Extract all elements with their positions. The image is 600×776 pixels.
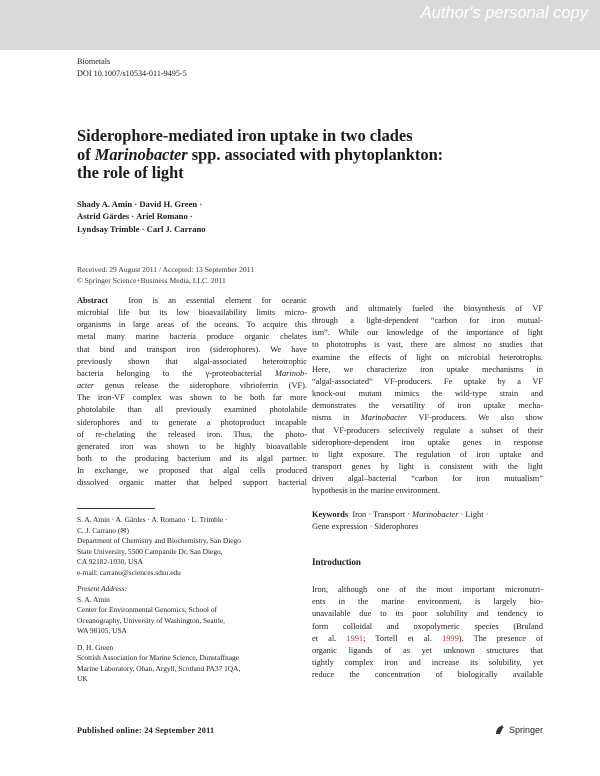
intro-line: Iron, although one of the most important micronutri- (312, 585, 543, 594)
title-line: of Marinobacter spp. associated with phytoplankton: (77, 144, 444, 164)
abstract-line: transport genes by light is consistent with the light (312, 462, 543, 472)
abstract-line: photolabile than all previously examined photolabile (77, 405, 307, 415)
introduction-text (312, 584, 543, 682)
affiliation-line: Marine Laboratory, Oban, Argyll, Scotland PA37 1QA, (77, 663, 241, 673)
abstract-line: Here, we characterize iron uptake mechanisms in (312, 364, 543, 374)
abstract-line: driven algal–bacterial “carbon for iron mutualism” (312, 474, 543, 484)
abstract-line: metal many marine bacteria produce organic chelates (77, 332, 307, 342)
springer-logo (494, 722, 554, 738)
abstract-line: acter genus release the siderophore vibrioferrin (VF). (77, 381, 307, 391)
abstract-line: of re-chelating the released iron. Thus, the photo- (77, 429, 307, 439)
abstract-line: growth and ultimately fueled the biosynthesis of VF (312, 304, 543, 313)
abstract-line: The iron-VF complex was shown to be both far more (77, 393, 307, 403)
intro-line: form colloidal and oxopolymeric species (Bruland (312, 621, 543, 631)
intro-line: tightly complex iron and increase its solubility, yet (312, 658, 543, 668)
abstract-line: generated iron was shown to be highly bioavailable (77, 441, 307, 451)
abstract-line: examine the effects of light on microbial heterotrophs. (312, 352, 543, 362)
abstract-line: both to the producing bacterium and its algal partner. (77, 454, 307, 464)
title-line: the role of light (77, 163, 184, 182)
publication-dates (77, 264, 377, 286)
affiliation-line: D. H. Green (77, 642, 114, 652)
abstract-line: Abstract Iron is an essential element for oceanic (77, 296, 307, 305)
affiliation-line: Center for Environmental Genomics, School of (77, 605, 217, 614)
abstract-line: knock-out mutant mimics the wild-type strain and (312, 389, 543, 399)
affiliation-line: Scottish Association for Marine Science, Dunstaffnage (77, 653, 240, 662)
publisher-name: Springer (509, 725, 544, 735)
abstract-label: Abstract (77, 296, 109, 305)
published-online: Published online: 24 September 2011 (77, 726, 215, 735)
affiliation-line: S. A. Amin (77, 594, 110, 604)
article-meta (77, 56, 187, 80)
affiliation-line: WA 98105, USA (77, 626, 127, 635)
abstract-line: that VF-producers selectively regulate a subset of their (312, 425, 543, 435)
abstract-line: nisms in Marinobacter VF-producers. We also show (312, 413, 543, 423)
email[interactable]: e-mail: carrano@sciences.sdsu.edu (77, 567, 181, 577)
journal-name: Biometals (77, 57, 111, 66)
affiliation-line: CA 92182-1030, USA (77, 557, 143, 566)
citation-link[interactable]: 1991 (346, 633, 364, 643)
intro-line: organic ligands of as yet unknown structures that (312, 646, 543, 656)
abstract-line: dissolved organic matter that helped support bacterial (77, 478, 307, 488)
intro-line: unavailable due to its poor solubility and tendency to (312, 609, 543, 619)
keywords-label: Keywords (312, 510, 349, 519)
abstract-line: organisms in large areas of the oceans. To acquire this (77, 320, 307, 330)
author-copy-banner (0, 0, 600, 50)
abstract-line: hypothesis in the marine environment. (312, 486, 441, 496)
banner-text: Author's personal copy (420, 4, 588, 22)
abstract-line: to phototrophs is vast, there are almost no studies that (312, 340, 543, 350)
abstract (77, 295, 307, 490)
received-accepted: Received: 29 August 2011 / Accepted: 13 September 2011 (77, 265, 255, 274)
affiliation-line: C. J. Carrano (✉) (77, 525, 129, 535)
author-line: Shady A. Amin · David H. Green · (77, 199, 203, 209)
affiliation-line: Department of Chemistry and Biochemistry, San Diego (77, 536, 241, 545)
affiliation-line: Oceanography, University of Washington, Seattle, (77, 615, 226, 625)
keywords (312, 509, 543, 533)
footnote-divider (77, 508, 155, 509)
author-line: Lyndsay Trimble · Carl J. Carrano (77, 223, 206, 234)
doi[interactable]: DOI 10.1007/s10534-011-9495-5 (77, 69, 187, 78)
abstract-line: bacteria belonging to the γ-proteobacterial Marinob- (77, 368, 307, 378)
article-title (77, 127, 547, 183)
present-address-label: Present Address: (77, 584, 128, 593)
title-line: Siderophore-mediated iron uptake in two clades (77, 126, 413, 145)
affiliations (77, 515, 307, 685)
abstract-line: “algal-associated” VF-producers. Fe uptake by a VF (312, 376, 543, 386)
abstract-line: that bind and transport iron (siderophores). We have (77, 344, 307, 354)
abstract-line: to light exposure. The regulation of iron uptake and (312, 449, 543, 459)
section-heading-introduction: Introduction (312, 557, 361, 567)
intro-line: reduce the concentration of biologically available (312, 670, 543, 680)
affiliation-line: UK (77, 674, 88, 683)
abstract-line: previously shown that algal-associated heterotrophic (77, 356, 307, 366)
keywords-line: Gene expression · Siderophores (312, 522, 419, 532)
author-list (77, 198, 377, 235)
copyright: © Springer Science+Business Media, LLC. 2011 (77, 276, 226, 285)
abstract-line: microbial life but its low bioavailability limits micro- (77, 308, 307, 318)
abstract-line: siderophore-dependent iron uptake genes in response (312, 437, 543, 447)
abstract-line: In exchange, we proposed that algal cells produced (77, 466, 307, 476)
citation-link[interactable]: 1999 (442, 633, 459, 643)
affiliation-line: State University, 5500 Campanile Dr, San Diego, (77, 546, 223, 556)
intro-line: et al. 1991; Tortell et al. 1999). The presence of (312, 633, 543, 643)
affiliation-line: S. A. Amin · A. Gärdes · A. Romano · L. Trimble · (77, 515, 228, 524)
author-line: Astrid Gärdes · Ariel Romano · (77, 211, 193, 222)
abstract-line: ism”. While our knowledge of the importance of light (312, 328, 543, 338)
intro-line: ents in the marine environment, is largely bio- (312, 597, 543, 607)
springer-horse-icon (494, 724, 506, 736)
abstract-line: demonstrates the versatility of iron uptake mecha- (312, 401, 543, 411)
abstract-line: through a light-dependent “carbon for iron mutual- (312, 316, 543, 326)
abstract-continued (312, 303, 543, 498)
abstract-line: siderophores and to generate a photoproduct incapable (77, 417, 307, 427)
keywords-line: Keywords Iron · Transport · Marinobacter · Light · (312, 510, 489, 519)
